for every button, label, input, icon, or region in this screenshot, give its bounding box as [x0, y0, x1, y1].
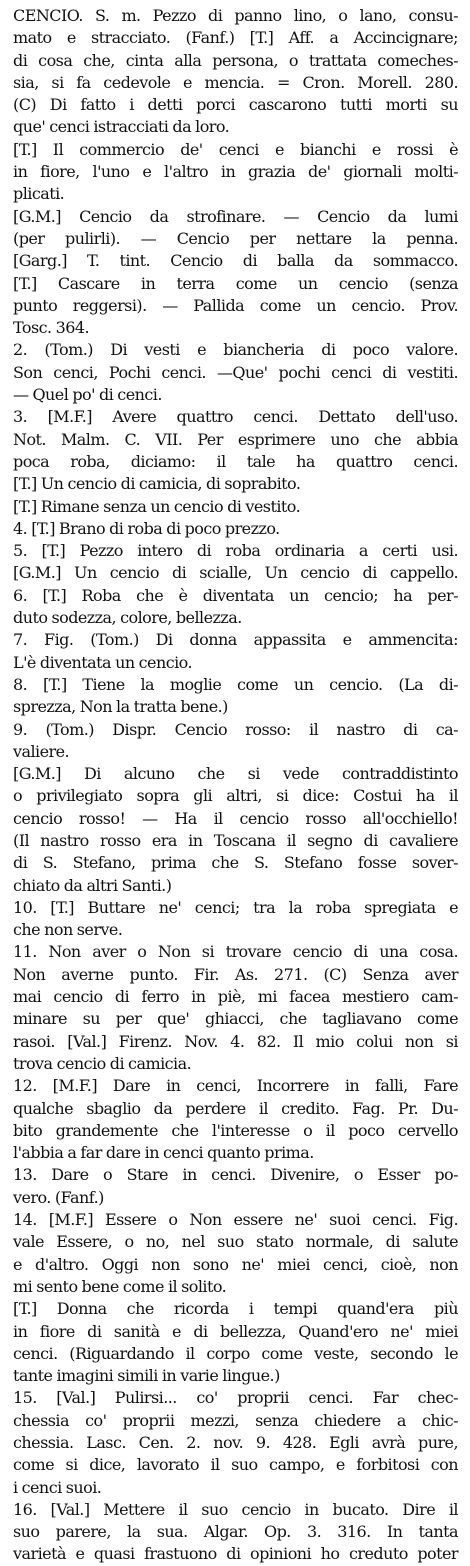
text-line: 14. [M.F.] Essere o Non essere ne' suoi cenci. Fig. — [13, 1210, 458, 1230]
text-line: sprezza, Non la tratta bene.) — [13, 697, 228, 717]
text-line: poca roba, diciamo: il tale ha quattro cenci. — [13, 451, 458, 471]
text-line: in fiore, l'uno e l'altro in grazia de' giornali molti- — [13, 162, 458, 182]
text-line: Non averne punto. Fir. As. 271. (C) Senza aver — [13, 964, 458, 984]
text-line: 6. [T.] Roba che è diventata un cencio; ha per- — [13, 585, 458, 605]
text-line: cencio rosso! — Ha il cencio rosso all'occhiello! — [13, 808, 458, 828]
text-line: [G.M.] Cencio da strofinare. — Cencio da lumi — [13, 206, 458, 226]
text-line: 8. [T.] Tiene la moglie come un cencio. (La di- — [13, 674, 458, 694]
text-line: 5. [T.] Pezzo intero di roba ordinaria a certi usi. — [13, 541, 458, 561]
text-line: Not. Malm. C. VII. Per esprimere uno che abbia — [13, 429, 458, 449]
text-line: suo parere, la sua. Algar. Op. 3. 316. In tanta — [13, 1522, 458, 1542]
text-line: sia, si fa cedevole e mencia. = Cron. Morell. 280. — [13, 72, 458, 92]
text-line: minare su per que' ghiacci, che tagliavano come — [13, 1009, 458, 1029]
text-line: 7. Fig. (Tom.) Di donna appassita e ammencita: — [13, 630, 458, 650]
text-line: 4. [T.] Brano di roba di poco prezzo. — [13, 518, 280, 538]
text-line: in fiore di sanità e di bellezza, Quand'ero ne' miei — [13, 1321, 458, 1341]
text-line: CENCIO. S. m. Pezzo di panno lino, o lano, consu- — [13, 6, 458, 25]
text-line: di S. Stefano, prima che S. Stefano fosse sover- — [13, 853, 458, 873]
text-line: 15. [Val.] Pulirsi... co' proprii cenci. Far chec- — [13, 1388, 458, 1408]
text-line: mato e stracciato. (Fanf.) [T.] Aff. a Accincignare; — [13, 28, 458, 48]
text-line: [T.] Rimane senza un cencio di vestito. — [13, 496, 301, 516]
text-line: valiere. — [13, 741, 70, 761]
text-line: [Garg.] T. tint. Cencio di balla da sommacco. — [13, 251, 458, 271]
text-line: chessia co' proprii mezzi, senza chiedere a chic- — [13, 1410, 458, 1430]
text-line: cenci. (Riguardando il corpo come veste, secondo le — [13, 1343, 458, 1363]
text-line: vero. (Fanf.) — [13, 1187, 104, 1207]
text-line: chessia. Lasc. Cen. 2. nov. 9. 428. Egli avrà pure, — [13, 1433, 458, 1452]
text-line: l'abbia a far dare in cenci quanto prima. — [13, 1143, 314, 1163]
text-line: 10. [T.] Buttare ne' cenci; tra la roba spregiata e — [13, 897, 458, 917]
text-line: [T.] Un cencio di camicia, di soprabito. — [13, 474, 301, 494]
text-line: — Quel po' di cenci. — [13, 385, 162, 405]
text-line: L'è diventata un cencio. — [13, 652, 193, 672]
text-line: qualche sbaglio da perdere il credito. Fag. Pr. Du- — [13, 1098, 458, 1118]
text-line: trova cencio di camicia. — [13, 1053, 192, 1073]
text-line: plicati. — [13, 184, 65, 204]
text-line: duto sodezza, colore, bellezza. — [13, 608, 242, 628]
text-line: [T.] Cascare in terra come un cencio (senza — [13, 273, 458, 293]
text-line: Tosc. 364. — [13, 318, 90, 338]
text-line: [T.] Il commercio de' cenci e bianchi e rossi è — [13, 139, 458, 159]
text-line: i cenci suoi. — [13, 1477, 102, 1497]
text-line: mi sento bene come il solito. — [13, 1276, 227, 1296]
text-line: vale Essere, o no, nel suo stato normale, di salute — [13, 1232, 458, 1252]
text-line: 2. (Tom.) Di vesti e biancheria di poco valore. — [13, 340, 458, 360]
text-line: varietà e quasi frastuono di opinioni ho creduto poter — [13, 1544, 458, 1564]
text-line: chiato da altri Santi.) — [13, 875, 172, 895]
text-line: di cosa che, cinta alla persona, o trattata comeches- — [13, 50, 458, 70]
text-line: [G.M.] Un cencio di scialle, Un cencio di cappello. — [13, 563, 458, 583]
text-line: rasoi. [Val.] Firenz. Nov. 4. 82. Il mio colui non si — [13, 1031, 458, 1051]
text-line: che non serve. — [13, 920, 123, 940]
text-line: Son cenci, Pochi cenci. —Que' pochi cenci di vestiti. — [13, 362, 458, 382]
text-line: (C) Di fatto i detti porci cascarono tutti morti su — [13, 95, 458, 115]
text-line: 12. [M.F.] Dare in cenci, Incorrere in falli, Fare — [13, 1076, 458, 1096]
text-line: o privilegiato sopra gli altri, si dice: Costui ha il — [13, 786, 458, 806]
text-line: 16. [Val.] Mettere il suo cencio in bucato. Dire il — [13, 1499, 458, 1519]
text-line: [T.] Donna che ricorda i tempi quand'era più — [13, 1299, 458, 1319]
text-line: [G.M.] Di alcuno che si vede contraddistinto — [13, 764, 458, 784]
text-line: mai cencio di ferro in piè, mi facea mestiero cam- — [13, 987, 458, 1007]
text-line: come si dice, lavorato il suo campo, e forbitosi con — [13, 1455, 458, 1475]
text-line: bito grandemente che l'interesse o il poco cervello — [13, 1120, 458, 1140]
text-line: 11. Non aver o Non si trovare cencio di una cosa. — [13, 942, 458, 962]
text-line: 9. (Tom.) Dispr. Cencio rosso: il nastro di ca- — [13, 719, 458, 739]
text-line: 3. [M.F.] Avere quattro cenci. Dettato dell'uso. — [13, 407, 458, 427]
text-line: 13. Dare o Stare in cenci. Divenire, o Esser po- — [13, 1165, 458, 1185]
text-line: e d'altro. Oggi non sono ne' miei cenci, cioè, non — [13, 1254, 458, 1274]
text-line: que' cenci istracciati da loro. — [13, 117, 230, 137]
text-line: (per pulirli). — Cencio per nettare la penna. — [13, 228, 458, 248]
text-line: tante imagini simili in varie lingue.) — [13, 1366, 280, 1386]
text-line: punto reggersi). — Pallida come un cencio. Prov. — [13, 295, 458, 315]
text-line: (Il nastro rosso era in Toscana il segno di cavaliere — [13, 830, 458, 850]
